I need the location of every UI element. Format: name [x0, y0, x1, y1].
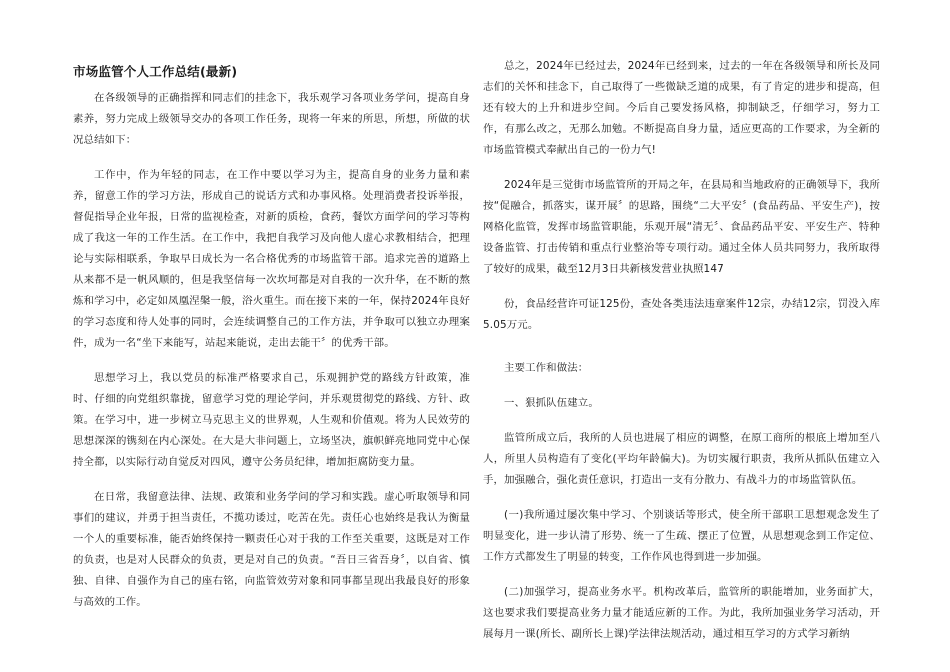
paragraph: 在日常，我留意法律、法规、政策和业务学问的学习和实践。虚心听取领导和同事们的建议，并勇于担当责任，不揽功诿过，吃苦在先。责任心也始终是我认为衡量一个人的重要标准，能否始终保持一颗责任心对于我的工作至关重要，这既是对工作的负责，也是对人民群众的负责，更是对自己的负责。“吾日三省吾身〞，以自省、慎独、自律、自强作为自己的座右铭，向监管效劳对象和同事都呈现出我最良好的形象与高效的工作。: [73, 491, 470, 608]
document-title: 市场监管个人工作总结(最新): [73, 64, 238, 79]
paragraph: (二)加强学习，提高业务水平。机构改革后，监管所的职能增加，业务面扩大，这也要求我们要提高业务力量才能适应新的工作。为此，我所加强业务学习活动，开展每月一课(所长、副所长上课)学法律法规活动，通过相互学习的方式学习新纳: [483, 586, 880, 640]
paragraph: 2024年是三觉街市场监管所的开局之年，在县局和当地政府的正确领导下，我所按“促融合，抓落实，谋开展〞的思路，围绕“二大平安〞(食品药品、平安生产)，按网格化监管，发挥市场监管职能，乐观开展“清无〞、食品药品平安、平安生产、特种设备监管、打击传销和重点行业整治等专项行动。通过全体人员共同努力，我所取得了较好的成果，截至12月3日共新核发营业执照147: [483, 179, 880, 275]
paragraph: (一)我所通过屡次集中学习、个别谈话等形式，使全所干部职工思想观念发生了明显变化，进一步认清了形势、统一了生疏、摆正了位置，从思想观念到工作定位、工作方式都发生了明显的转变，工作作风也得到进一步加强。: [483, 509, 880, 563]
section-heading: 一、狠抓队伍建立。: [504, 397, 599, 409]
paragraph: 监管所成立后，我所的人员也进展了相应的调整，在原工商所的根底上增加至八人，所里人员构造有了变化(平均年龄偏大)。为切实履行职责，我所从抓队伍建立入手，加强融合，强化责任意识，打造出一支有分散力、有战斗力的市场监管队伍。: [483, 432, 880, 486]
paragraph: 份，食品经营许可证125份，查处各类违法违章案件12宗，办结12宗，罚没入库5.05万元。: [483, 298, 880, 331]
paragraph: 工作中，作为年轻的同志，在工作中要以学习为主，提高自身的业务力量和素养，留意工作的学习方法，形成自己的说话方式和办事风格。处理消费者投诉举报，督促指导企业年报，日常的监视检查，对新的质检，食药，餐饮方面学问的学习等构成了我这一年的工作生活。在工作中，我把自我学习及向他人虚心求教相结合，把理论与实际相联系，争取早日成长为一名合格优秀的市场监管干部。追求完善的道路上从来都不是一帆风顺的，但是我坚信每一次坎坷都是对自我的一次升华，在不断的熬炼和学习中，必定如凤凰涅槃一般，浴火重生。而在接下来的一年，保持2024年良好的学习态度和待人处事的同时，会连续调整自己的工作方法，并争取可以独立办理案件，成为一名“坐下来能写，站起来能说，走出去能干〞的优秀干部。: [73, 169, 470, 349]
paragraph: 总之，2024年已经过去，2024年已经到来，过去的一年在各级领导和所长及同志们的关怀和挂念下，自己取得了一些微缺乏道的成果，有了肯定的进步和提高，但还有较大的上升和进步空间。今后自己要发扬风格，抑制缺乏，仔细学习，努力工作，有那么改之，无那么加勉。不断提高自身力量，适应更高的工作要求，为全新的市场监管模式奉献出自己的一份力气!: [483, 60, 880, 156]
left-column: [73, 62, 470, 627]
right-column: [483, 56, 880, 645]
paragraph: 思想学习上，我以党员的标准严格要求自己，乐观拥护党的路线方针政策，准时、仔细的向党组织靠拢，留意学习党的理论学问，并乐观贯彻党的路线、方针、政策。在学习中，进一步树立马克思主义的世界观，人生观和价值观。将为人民效劳的思想深深的镌刻在内心深处。在大是大非问题上，立场坚决，旗帜鲜亮地同党中心保持全都，以实际行动自觉反对四风，遵守公务员纪律，增加拒腐防变力量。: [73, 372, 470, 468]
paragraph: 在各级领导的正确指挥和同志们的挂念下，我乐观学习各项业务学问，提高自身素养，努力完成上级领导交办的各项工作任务，现将一年来的所思，所想，所做的状况总结如下：: [73, 92, 470, 146]
section-heading: 主要工作和做法：: [504, 362, 589, 374]
